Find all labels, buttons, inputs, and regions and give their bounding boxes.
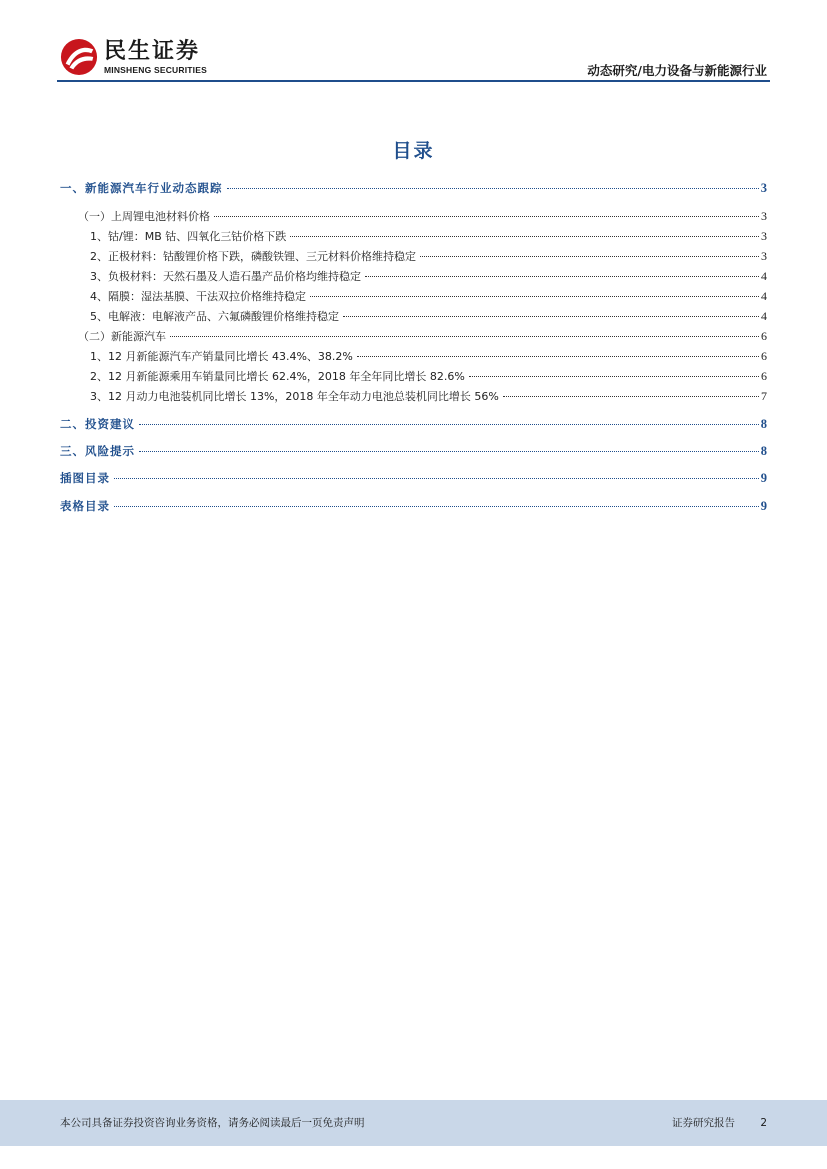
toc-entry[interactable] <box>90 248 767 264</box>
toc-entry-label: 2、正极材料：钴酸锂价格下跌，磷酸铁锂、三元材料价格维持稳定 <box>90 250 416 263</box>
minsheng-logo <box>60 38 207 76</box>
footer-disclaimer: 本公司具备证券投资咨询业务资格，请务必阅读最后一页免责声明 <box>60 1117 365 1129</box>
toc-entry[interactable] <box>78 328 767 344</box>
toc-leader-dots <box>227 188 759 189</box>
logo-english-name: MINSHENG SECURITIES <box>104 64 207 75</box>
toc-entry-label: 二、投资建议 <box>60 417 135 431</box>
toc-entry[interactable] <box>90 228 767 244</box>
toc-leader-dots <box>420 256 759 257</box>
toc-entry-label: 1、钴/锂：MB 钴、四氧化三钴价格下跌 <box>90 230 287 243</box>
toc-entry-label: 3、12 月动力电池装机同比增长 13%，2018 年全年动力电池总装机同比增长 56% <box>90 390 499 403</box>
toc-entry-page: 4 <box>761 269 767 283</box>
toc-entry-page: 8 <box>760 444 767 458</box>
toc-leader-dots <box>170 336 759 337</box>
footer-doc-type: 证券研究报告 <box>671 1117 735 1129</box>
toc-leader-dots <box>365 276 759 277</box>
minsheng-logo-icon <box>60 38 98 76</box>
toc-leader-dots <box>503 396 759 397</box>
toc-entry[interactable] <box>90 268 767 284</box>
logo-chinese-name: 民生证券 <box>104 38 201 64</box>
toc-entry-label: 插图目录 <box>60 471 110 485</box>
toc-entry[interactable] <box>60 416 767 432</box>
toc-entry-label: 1、12 月新能源汽车产销量同比增长 43.4%、38.2% <box>90 350 353 363</box>
toc-entry-label: 5、电解液：电解液产品、六氟磷酸锂价格维持稳定 <box>90 310 339 323</box>
page-number: 2 <box>760 1117 767 1129</box>
toc-entry[interactable] <box>60 470 767 486</box>
toc-leader-dots <box>214 216 759 217</box>
toc-entry[interactable] <box>90 288 767 304</box>
toc-leader-dots <box>310 296 759 297</box>
toc-entry[interactable] <box>78 208 767 224</box>
toc-leader-dots <box>139 424 759 425</box>
toc-leader-dots <box>114 506 759 507</box>
toc-entry[interactable] <box>90 308 767 324</box>
toc-entry-label: （二）新能源汽车 <box>78 330 166 343</box>
toc-entry-label: 三、风险提示 <box>60 444 135 458</box>
toc-entry-page: 3 <box>761 229 767 243</box>
toc-entry-page: 6 <box>761 369 767 383</box>
toc-leader-dots <box>343 316 759 317</box>
toc-entry-page: 8 <box>760 417 767 431</box>
toc-entry-page: 3 <box>761 209 767 223</box>
header-divider <box>57 80 770 82</box>
toc-entry-page: 4 <box>761 289 767 303</box>
toc-entry[interactable] <box>60 443 767 459</box>
toc-entry-label: 2、12 月新能源乘用车销量同比增长 62.4%，2018 年全年同比增长 82.6% <box>90 370 465 383</box>
toc-entry-page: 9 <box>760 499 767 513</box>
report-category: 动态研究/电力设备与新能源行业 <box>587 63 767 78</box>
toc-entry-page: 4 <box>761 309 767 323</box>
toc-entry-label: 表格目录 <box>60 499 110 513</box>
toc-entry-label: 4、隔膜：湿法基膜、干法双拉价格维持稳定 <box>90 290 306 303</box>
page-header <box>0 0 827 90</box>
toc-entry[interactable] <box>90 388 767 404</box>
toc-entry[interactable] <box>60 498 767 514</box>
toc-leader-dots <box>139 451 759 452</box>
toc-entry-page: 9 <box>760 471 767 485</box>
toc-leader-dots <box>114 478 759 479</box>
toc-entry-label: （一）上周锂电池材料价格 <box>78 210 210 223</box>
page-footer <box>0 1100 827 1146</box>
toc-entry-page: 6 <box>761 329 767 343</box>
toc-title: 目录 <box>392 140 435 162</box>
toc-entry-page: 3 <box>760 181 767 195</box>
toc-entry-page: 6 <box>761 349 767 363</box>
toc-leader-dots <box>469 376 759 377</box>
toc-entry[interactable] <box>90 368 767 384</box>
toc-entry-page: 7 <box>761 389 767 403</box>
toc-entry-page: 3 <box>761 249 767 263</box>
toc-leader-dots <box>357 356 759 357</box>
toc-entry-label: 3、负极材料：天然石墨及人造石墨产品价格均维持稳定 <box>90 270 361 283</box>
toc-leader-dots <box>290 236 759 237</box>
toc-entry[interactable] <box>60 180 767 196</box>
toc-entry-label: 一、新能源汽车行业动态跟踪 <box>60 181 223 195</box>
toc-entry[interactable] <box>90 348 767 364</box>
